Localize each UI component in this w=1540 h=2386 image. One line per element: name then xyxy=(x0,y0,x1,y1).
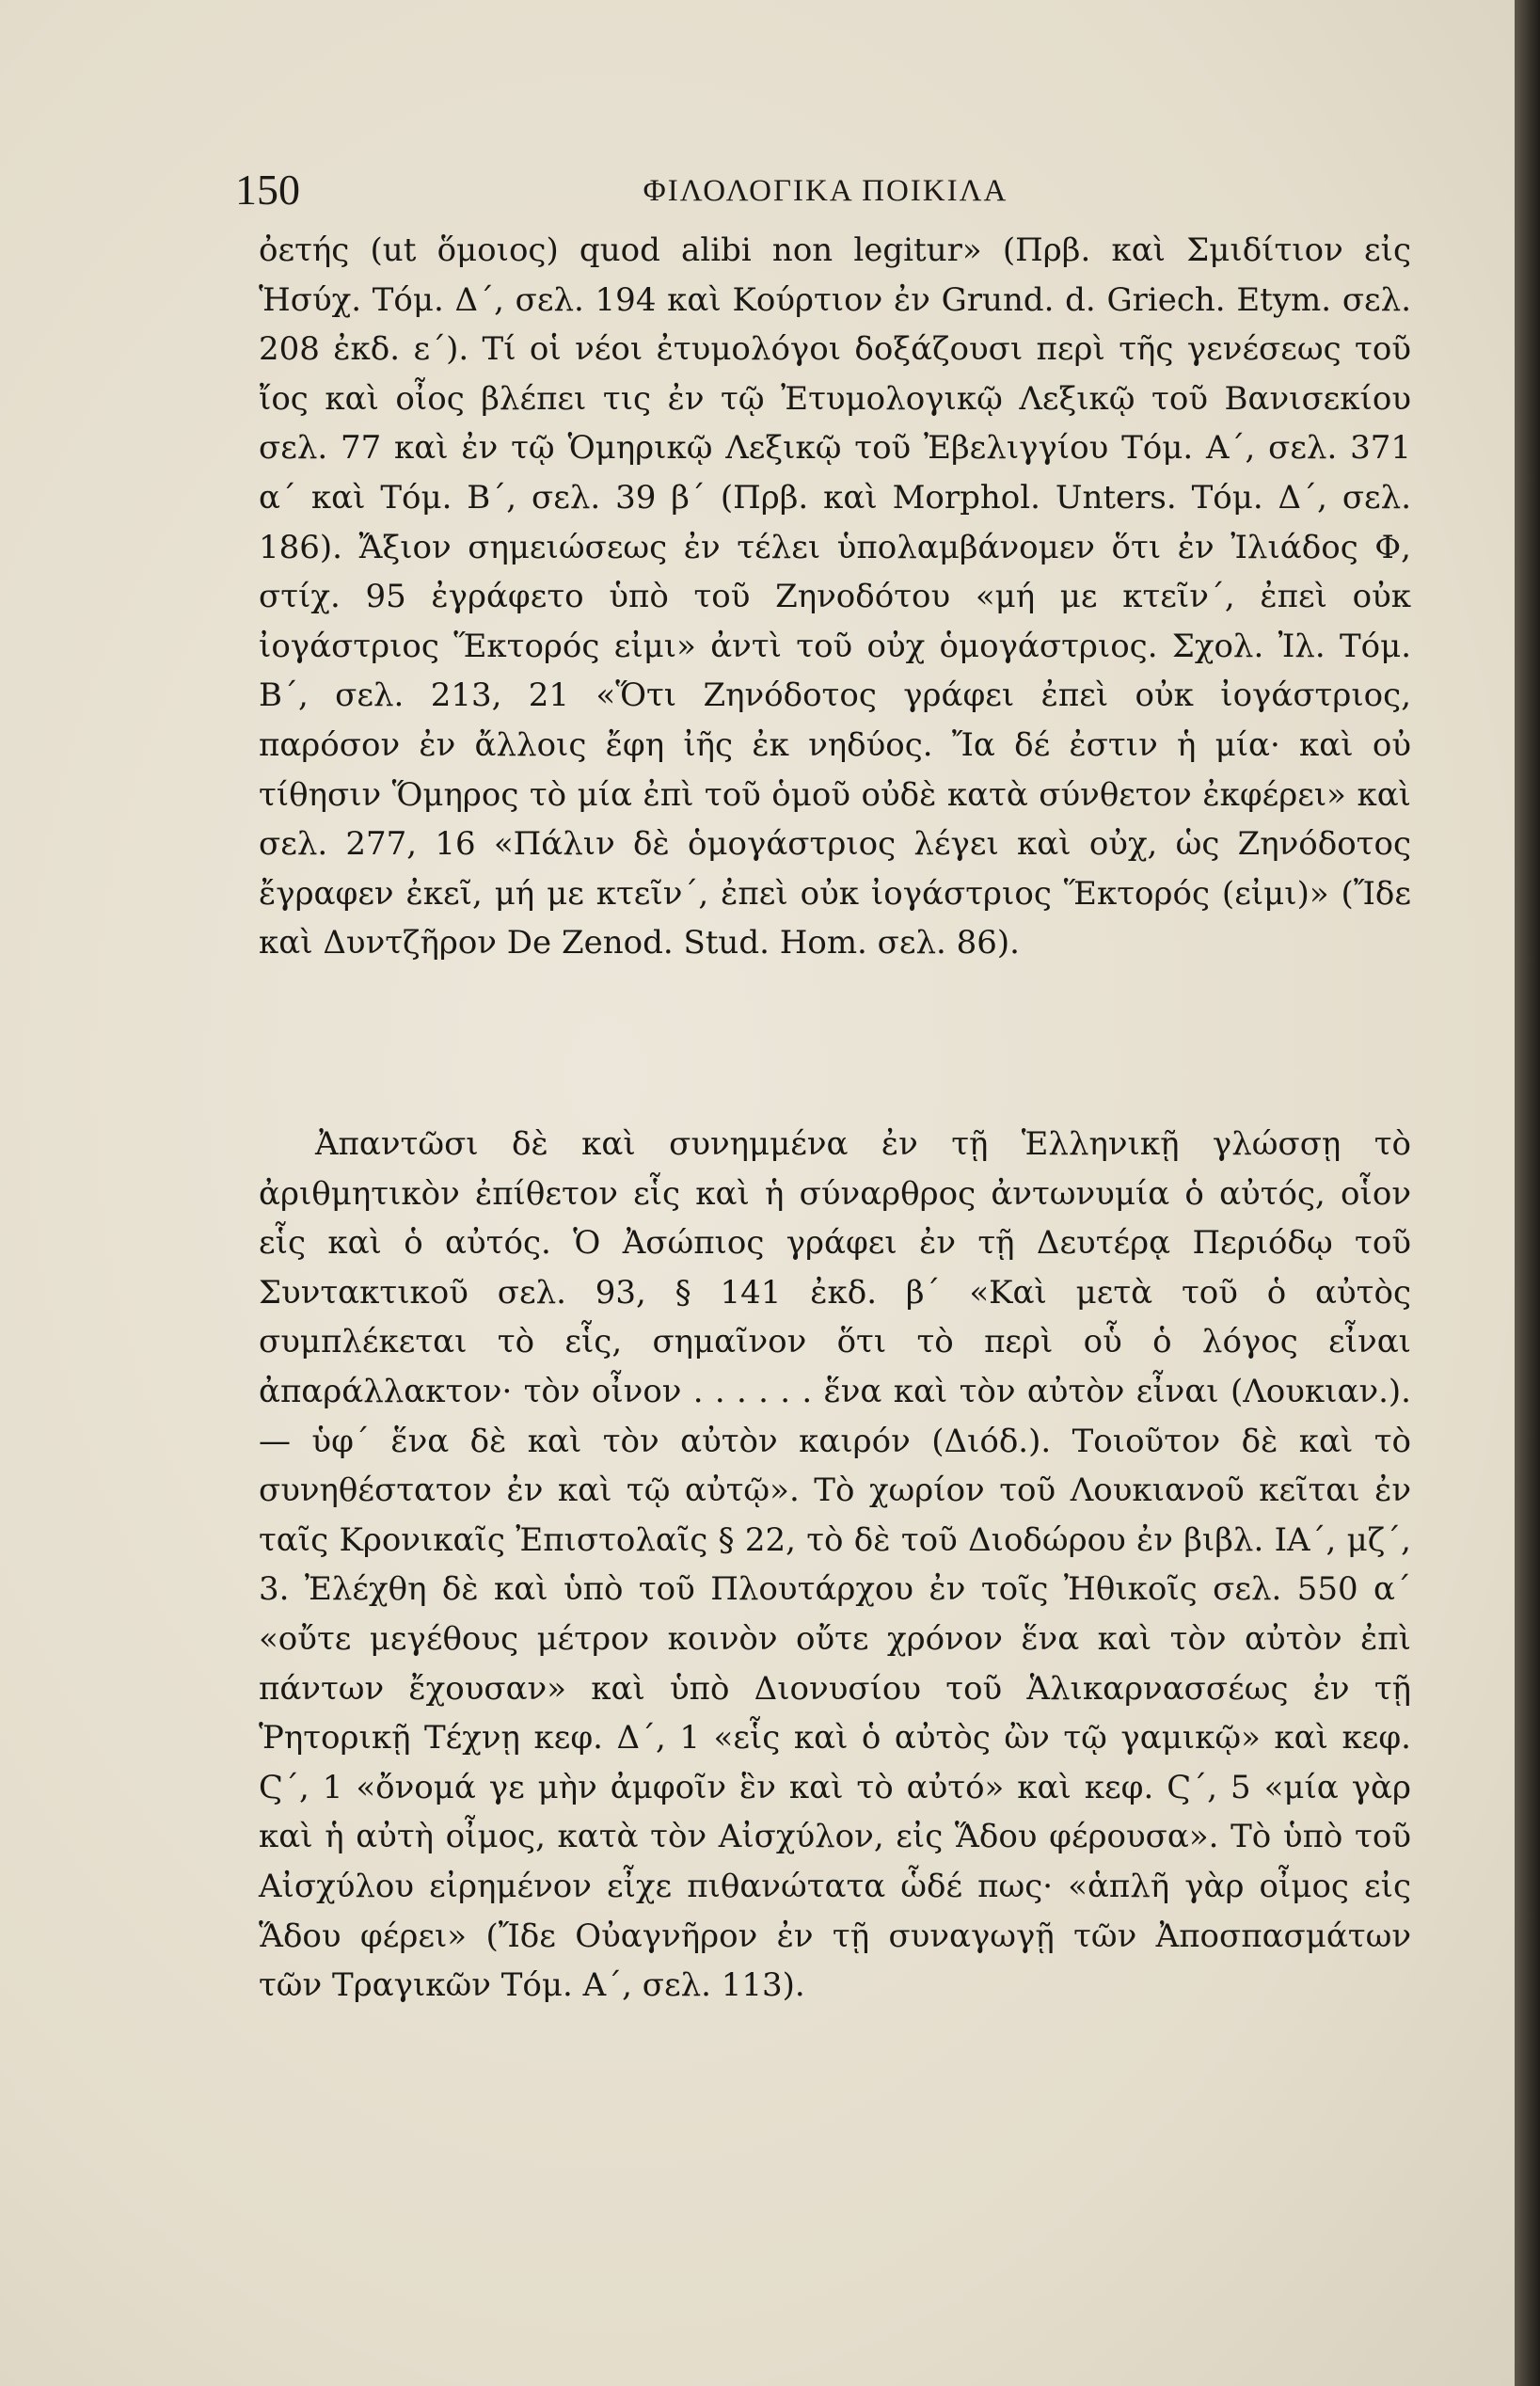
page-number: 150 xyxy=(235,166,300,214)
body-paragraph-2: Ἀπαντῶσι δὲ καὶ συνημμένα ἐν τῇ Ἑλληνικῇ γλώσσῃ τὸ ἀριθμητικὸν ἐπίθετον εἷς καὶ ἡ σύναρθρος ἀντωνυμία ὁ αὐτός, οἷον εἷς καὶ ὁ αὐτός. Ὁ Ἀσώπιος γράφει ἐν τῇ Δευτέρᾳ Περιόδῳ τοῦ Συντακτικοῦ σελ. 93, § 141 ἐκδ. β΄ «Καὶ μετὰ τοῦ ὁ αὐτὸς συμπλέκεται τὸ εἷς, σημαῖνον ὅτι τὸ περὶ οὗ ὁ λόγος εἶναι ἀπαράλλακτον· τὸν οἶνον . . . . . . ἕνα καὶ τὸν αὐτὸν εἶναι (Λουκιαν.). — ὑφ΄ ἕνα δὲ καὶ τὸν αὐτὸν καιρόν (Διόδ.). Τοιοῦτον δὲ καὶ τὸ συνηθέστατον ἐν καὶ τῷ αὐτῷ». Τὸ χωρίον τοῦ Λουκιανοῦ κεῖται ἐν ταῖς Κρονικαῖς Ἐπιστολαῖς § 22, τὸ δὲ τοῦ Διοδώρου ἐν βιβλ. ΙΑ΄, μζ΄, 3. Ἐλέχθη δὲ καὶ ὑπὸ τοῦ Πλουτάρχου ἐν τοῖς Ἠθικοῖς σελ. 550 α΄ «οὔτε μεγέθους μέτρον κοινὸν οὔτε χρόνον ἕνα καὶ τὸν αὐτὸν ἐπὶ πάντων ἔχουσαν» καὶ ὑπὸ Διονυσίου τοῦ Ἁλικαρνασσέως ἐν τῇ Ῥητορικῇ Τέχνῃ κεφ. Δ΄, 1 «εἷς καὶ ὁ αὐτὸς ὢν τῷ γαμικῷ» καὶ κεφ. Ϛ΄, 1 «ὄνομά γε μὴν ἀμφοῖν ἓν καὶ τὸ αὐτό» καὶ κεφ. Ϛ΄, 5 «μία γὰρ καὶ ἡ αὐτὴ οἶμος, κατὰ τὸν Αἰσχύλον, εἰς Ἅδου φέρουσα». Τὸ ὑπὸ τοῦ Αἰσχύλου εἰρημένον εἶχε πιθανώτατα ὧδέ πως· «ἁπλῆ γὰρ οἶμος εἰς Ἅδου φέρει» (Ἴδε Οὐαγνῆρον ἐν τῇ συναγωγῇ τῶν Ἀποσπασμάτων τῶν Τραγικῶν Τόμ. Α΄, σελ. 113). xyxy=(259,1125,1411,2005)
body-paragraph-1: ὀετής (ut ὅμοιος) quod alibi non legitur» (Πρβ. καὶ Σμιδίτιον εἰς Ἡσύχ. Τόμ. Δ΄, σελ. 194 καὶ Κούρτιον ἐν Grund. d. Griech. Etym. σελ. 208 ἐκδ. ε΄). Τί οἱ νέοι ἐτυμολόγοι δοξάζουσι περὶ τῆς γενέσεως τοῦ ἴος καὶ οἶος βλέπει τις ἐν τῷ Ἐτυμολογικῷ Λεξικῷ τοῦ Βανισεκίου σελ. 77 καὶ ἐν τῷ Ὁμηρικῷ Λεξικῷ τοῦ Ἐβελιγγίου Τόμ. Α΄, σελ. 371 α΄ καὶ Τόμ. Β΄, σελ. 39 β΄ (Πρβ. καὶ Morphol. Unters. Τόμ. Δ΄, σελ. 186). Ἄξιον σημειώσεως ἐν τέλει ὑπολαμβάνομεν ὅτι ἐν Ἰλιάδος Φ, στίχ. 95 ἐγράφετο ὑπὸ τοῦ Ζηνοδότου «μή με κτεῖν΄, ἐπεὶ οὐκ ἰογάστριος Ἕκτορός εἰμι» ἀντὶ τοῦ οὐχ ὁμογάστριος. Σχολ. Ἰλ. Τόμ. Β΄, σελ. 213, 21 «Ὅτι Ζηνόδοτος γράφει ἐπεὶ οὐκ ἰογάστριος, παρόσον ἐν ἄλλοις ἔφη ἰῆς ἐκ νηδύος. Ἴα δέ ἐστιν ἡ μία· καὶ οὐ τίθησιν Ὅμηρος τὸ μία ἐπὶ τοῦ ὁμοῦ οὐδὲ κατὰ σύνθετον ἐκφέρει» καὶ σελ. 277, 16 «Πάλιν δὲ ὁμογάστριος λέγει καὶ οὐχ, ὡς Ζηνόδοτος ἔγραφεν ἐκεῖ, μή με κτεῖν΄, ἐπεὶ οὐκ ἰογάστριος Ἕκτορός (εἰμι)» (Ἴδε καὶ Δυντζῆρον De Zenod. Stud. Hom. σελ. 86). xyxy=(259,231,1411,962)
page-header xyxy=(235,162,1416,218)
book-spine-shadow xyxy=(1515,0,1540,2386)
running-title: ΦΙΛΟΛΟΓΙΚΑ ΠΟΙΚΙΛΑ xyxy=(643,174,1008,208)
